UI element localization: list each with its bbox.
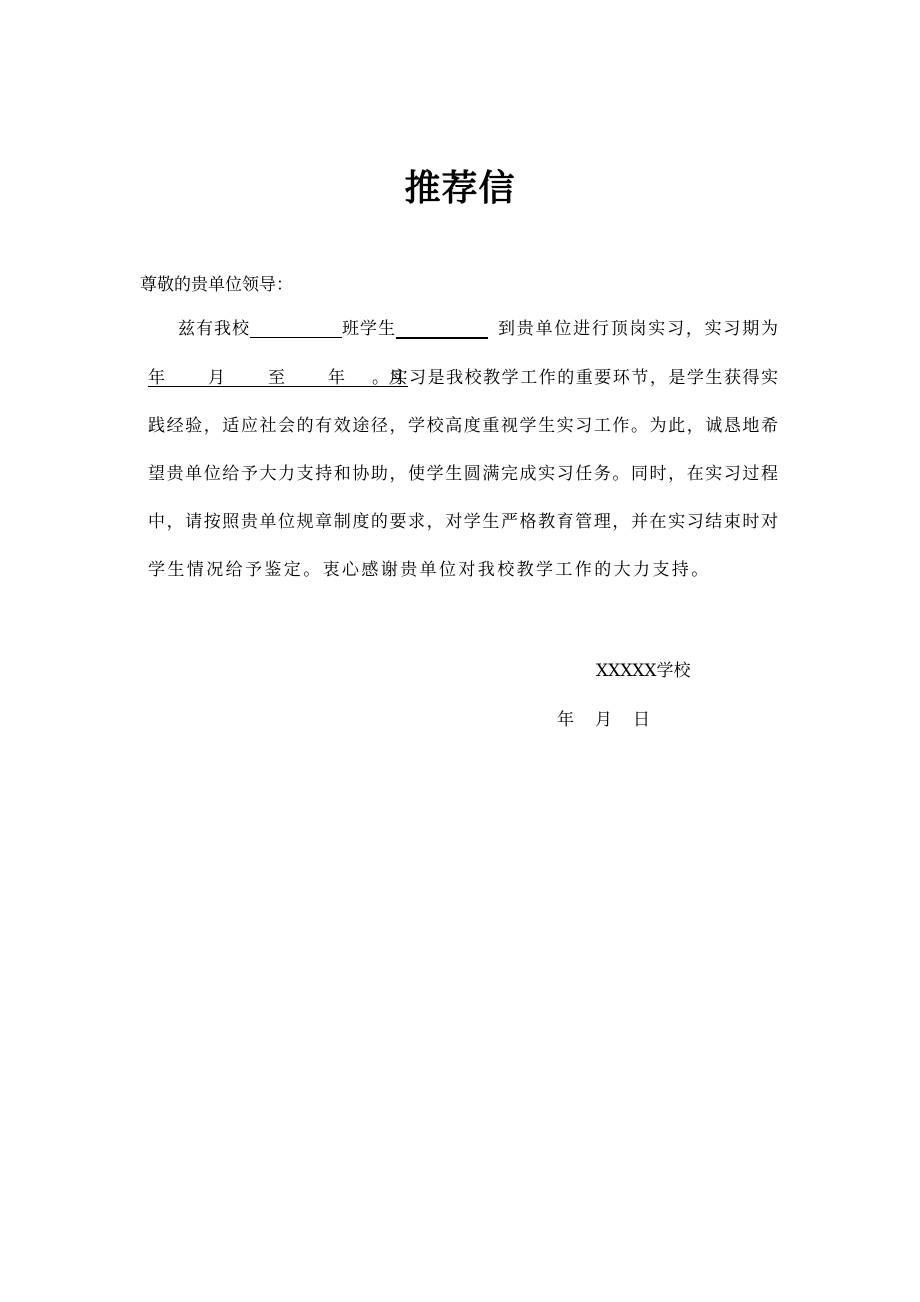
body-text: 中，请按照贵单位规章制度的要求，对学生严格教育管理，并在实习结束时对	[148, 512, 778, 532]
page-title: 推荐信	[404, 167, 516, 209]
class-blank[interactable]	[250, 317, 342, 338]
body-text: 到贵单位进行顶岗实习，实习期为	[498, 319, 778, 339]
body-line-3	[148, 414, 778, 438]
student-blank[interactable]	[396, 317, 488, 339]
salutation: 尊敬的贵单位领导：	[140, 275, 293, 295]
school-signature: XXXXX学校	[596, 661, 691, 681]
body-text: 班学生	[342, 319, 396, 339]
body-text: 兹有我校	[178, 319, 250, 339]
body-line-1	[178, 317, 778, 341]
body-line-5	[148, 510, 778, 534]
signature-date: 年 月 日	[557, 710, 652, 730]
body-line-4	[148, 462, 778, 486]
period-field[interactable]: 年 月 至 年 月	[148, 368, 408, 388]
body-line-2	[148, 366, 778, 390]
body-text: 。实习是我校教学工作的重要环节，是学生获得实	[372, 368, 778, 388]
body-text: 践经验，适应社会的有效途径，学校高度重视学生实习工作。为此，诚恳地希	[148, 416, 778, 436]
body-line-6	[148, 558, 778, 582]
body-text: 学生情况给予鉴定。衷心感谢贵单位对我校教学工作的大力支持。	[148, 560, 711, 580]
body-text: 望贵单位给予大力支持和协助，使学生圆满完成实习任务。同时，在实习过程	[148, 464, 778, 484]
